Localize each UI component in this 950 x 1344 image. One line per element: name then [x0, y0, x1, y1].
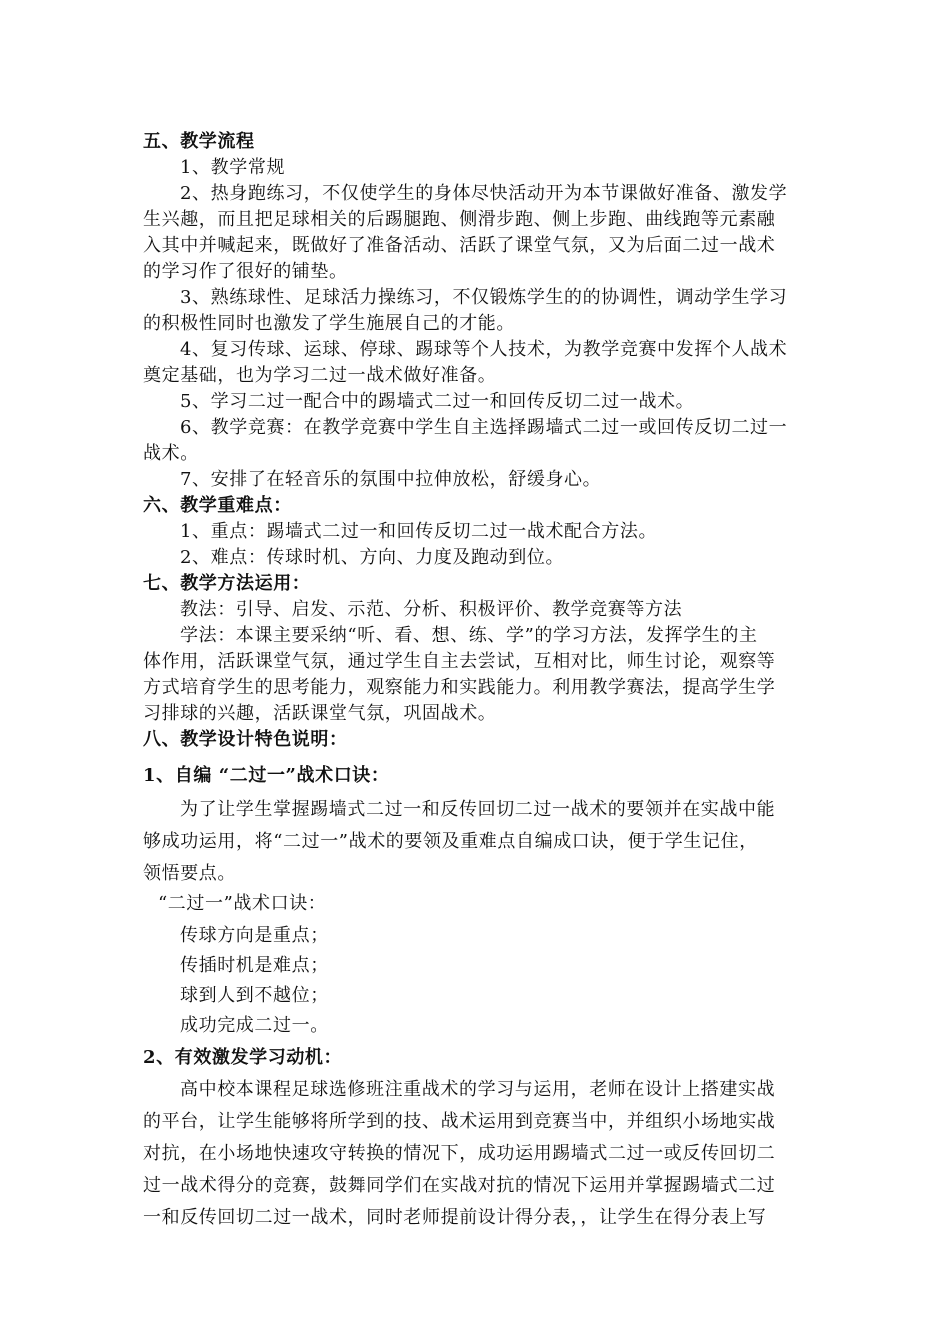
- rhyme-title: “二过一”战术口诀：: [158, 893, 327, 914]
- paragraph-line: 生兴趣，而且把足球相关的后踢腿跑、侧滑步跑、侧上步跑、曲线跑等元素融: [143, 209, 776, 230]
- paragraph: 教法：引导、启发、示范、分析、积极评价、教学竞赛等方法: [180, 599, 683, 620]
- section-heading-teaching-process: 五、教学流程: [143, 131, 255, 152]
- section-heading-design-features: 八、教学设计特色说明：: [143, 729, 348, 750]
- section-heading-methods: 七、教学方法运用：: [143, 573, 311, 594]
- paragraph-line: 的积极性同时也激发了学生施展自己的才能。: [143, 313, 515, 334]
- subsection-heading-motivation: 2、有效激发学习动机：: [143, 1047, 343, 1068]
- paragraph-line: 奠定基础，也为学习二过一战术做好准备。: [143, 365, 497, 386]
- paragraph: 2、难点：传球时机、方向、力度及跑动到位。: [180, 547, 565, 568]
- paragraph-line: 的平台，让学生能够将所学到的技、战术运用到竞赛当中，并组织小场地实战: [143, 1111, 776, 1132]
- paragraph: 1、重点：踢墙式二过一和回传反切二过一战术配合方法。: [180, 521, 658, 542]
- paragraph-line: 体作用，活跃课堂气氛，通过学生自主去尝试，互相对比，师生讨论，观察等: [143, 651, 776, 672]
- rhyme-line: 传球方向是重点；: [180, 925, 329, 946]
- paragraph-line: 学法：本课主要采纳“听、看、想、练、学”的学习方法，发挥学生的主: [180, 625, 758, 646]
- rhyme-line: 传插时机是难点；: [180, 955, 329, 976]
- paragraph-line: 习排球的兴趣，活跃课堂气氛，巩固战术。: [143, 703, 497, 724]
- rhyme-line: 成功完成二过一。: [180, 1015, 329, 1036]
- paragraph-line: 3、熟练球性、足球活力操练习，不仅锻炼学生的的协调性，调动学生学习: [180, 287, 788, 308]
- subsection-heading-rhyme: 1、自编 “二过一”战术口诀：: [143, 765, 390, 786]
- paragraph: 5、学习二过一配合中的踢墙式二过一和回传反切二过一战术。: [180, 391, 695, 412]
- paragraph-line: 的学习作了很好的铺垫。: [143, 261, 348, 282]
- paragraph-line: 6、教学竞赛：在教学竞赛中学生自主选择踢墙式二过一或回传反切二过一: [180, 417, 788, 438]
- paragraph: 1、教学常规: [180, 157, 286, 178]
- paragraph-line: 够成功运用，将“二过一”战术的要领及重难点自编成口诀，便于学生记住，: [143, 831, 758, 852]
- paragraph-line: 对抗，在小场地快速攻守转换的情况下，成功运用踢墙式二过一或反传回切二: [143, 1143, 776, 1164]
- paragraph-line: 入其中并喊起来，既做好了准备活动、活跃了课堂气氛，又为后面二过一战术: [143, 235, 776, 256]
- paragraph-line: 领悟要点。: [143, 863, 236, 884]
- paragraph-line: 方式培育学生的思考能力，观察能力和实践能力。利用教学赛法，提高学生学: [143, 677, 776, 698]
- paragraph-line: 战术。: [143, 443, 199, 464]
- section-heading-key-points: 六、教学重难点：: [143, 495, 292, 516]
- paragraph-line: 4、复习传球、运球、停球、踢球等个人技术，为教学竞赛中发挥个人战术: [180, 339, 788, 360]
- paragraph: 7、安排了在轻音乐的氛围中拉伸放松，舒缓身心。: [180, 469, 602, 490]
- paragraph-line: 过一战术得分的竞赛，鼓舞同学们在实战对抗的情况下运用并掌握踢墙式二过: [143, 1175, 776, 1196]
- rhyme-line: 球到人到不越位；: [180, 985, 329, 1006]
- paragraph-line: 高中校本课程足球选修班注重战术的学习与运用，老师在设计上搭建实战: [180, 1079, 776, 1100]
- paragraph-line: 为了让学生掌握踢墙式二过一和反传回切二过一战术的要领并在实战中能: [180, 799, 776, 820]
- paragraph-line: 2、热身跑练习，不仅使学生的身体尽快活动开为本节课做好准备、激发学: [180, 183, 788, 204]
- paragraph-line: 一和反传回切二过一战术，同时老师提前设计得分表，，让学生在得分表上写: [143, 1207, 767, 1228]
